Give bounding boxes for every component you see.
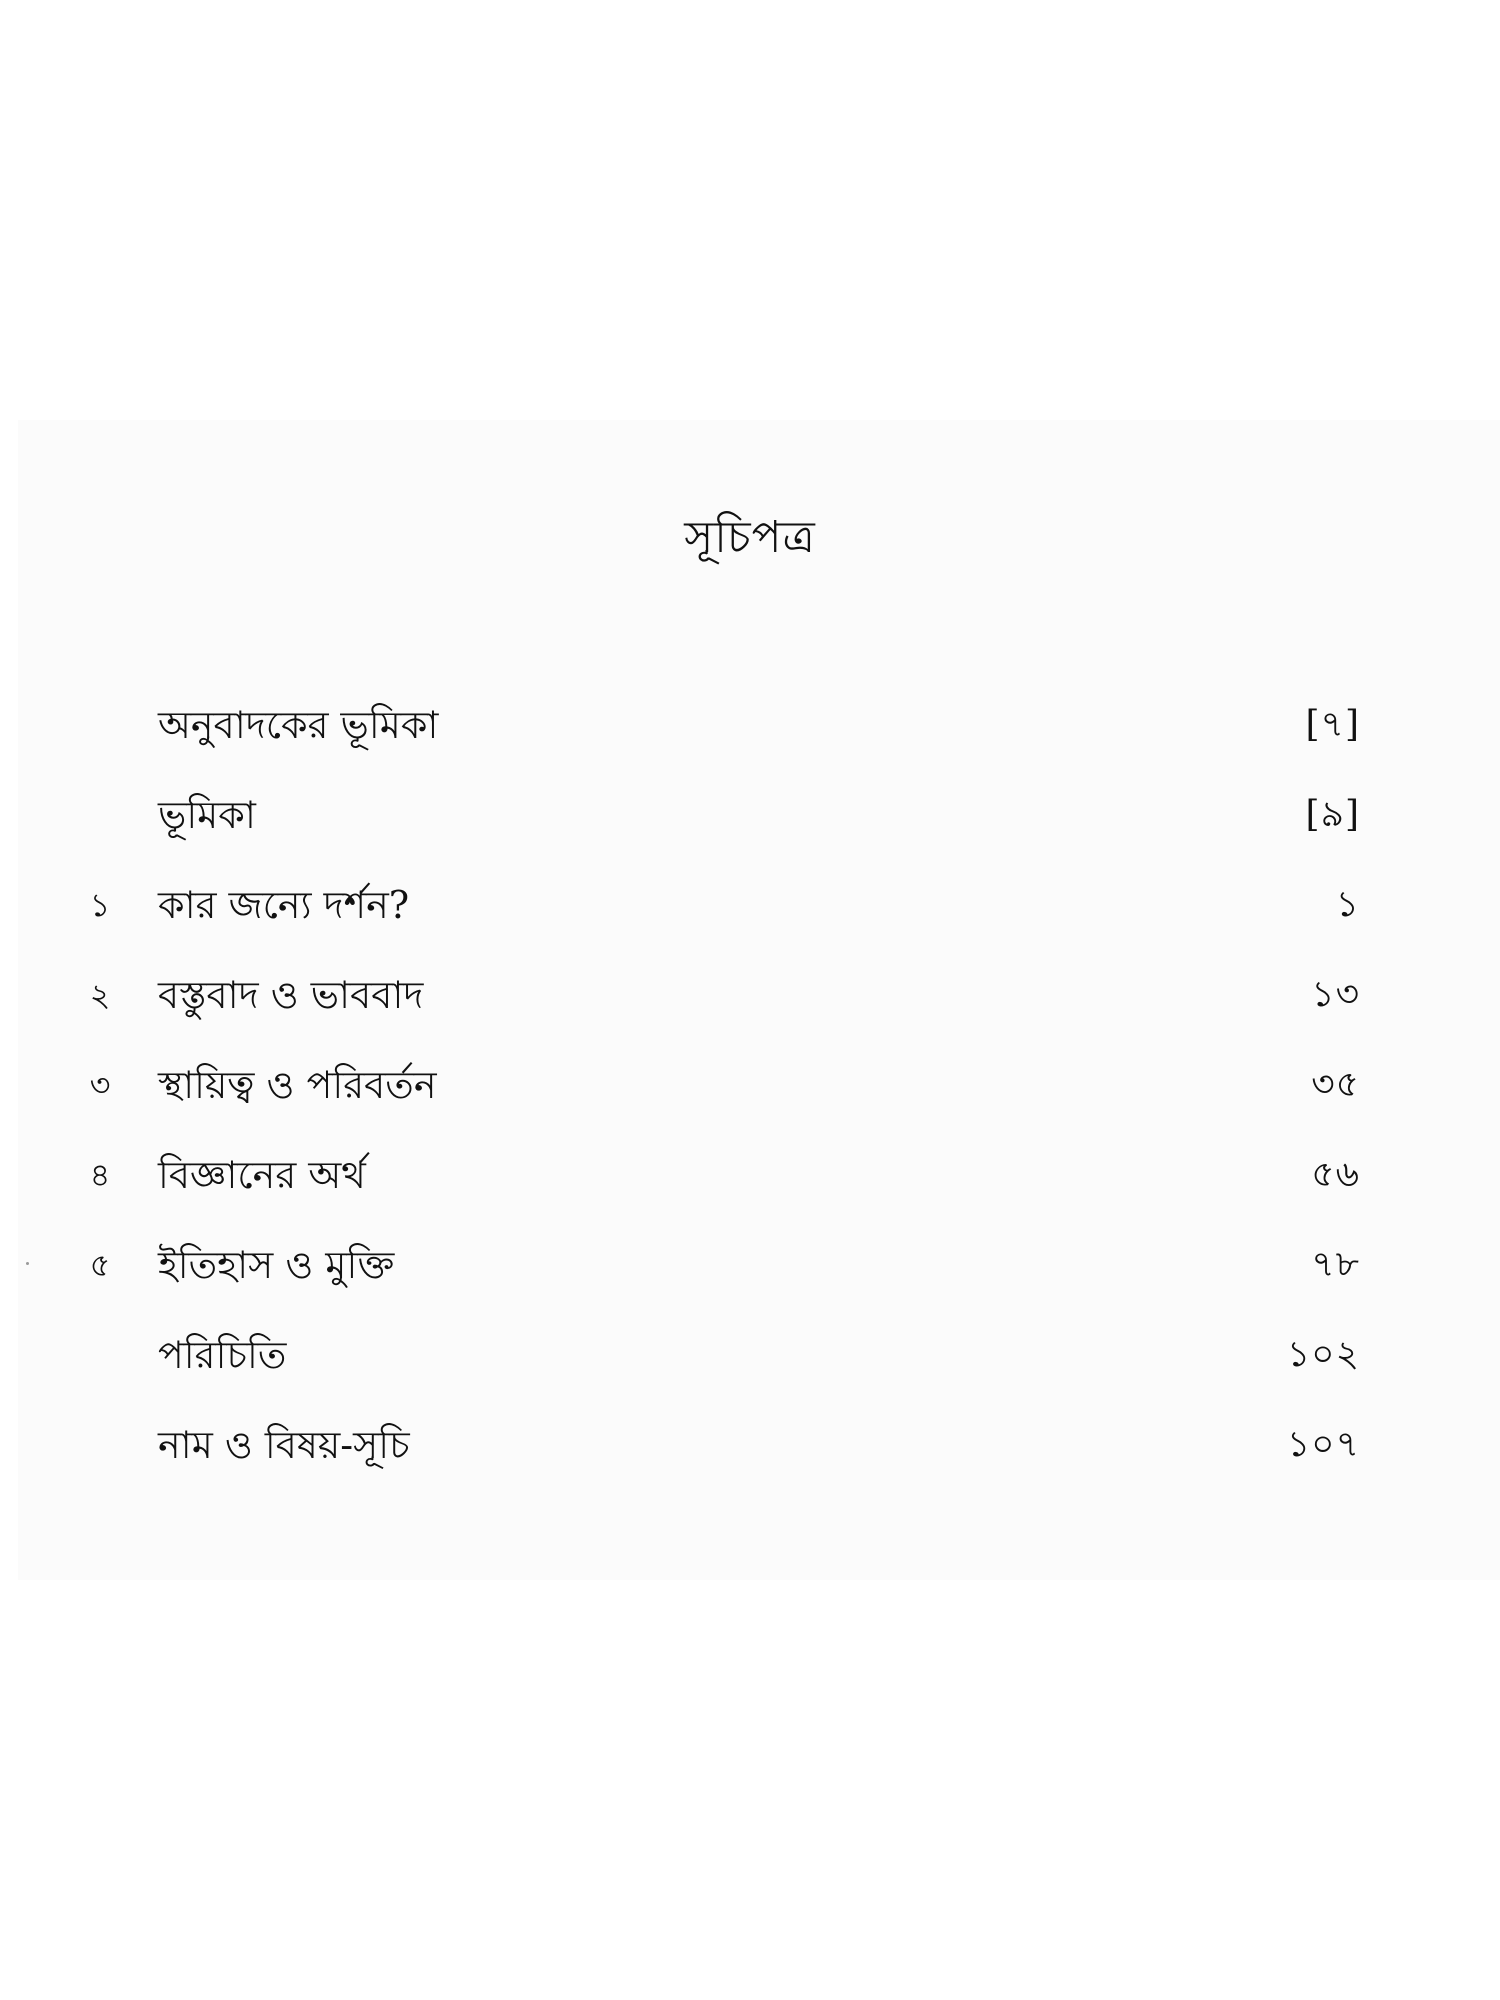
page-number: ৩৫ (1311, 1064, 1360, 1105)
entry-title: ভূমিকা (158, 793, 256, 837)
toc-entry (0, 860, 1500, 950)
table-of-contents (0, 680, 1500, 1490)
chapter-number: ১ (89, 886, 111, 924)
toc-entry (0, 1040, 1500, 1130)
page-number: [৯] (1305, 794, 1360, 835)
toc-entry (0, 950, 1500, 1040)
toc-entry (0, 1220, 1500, 1310)
entry-title: পরিচিতি (158, 1333, 287, 1377)
entry-title: বস্তুবাদ ও ভাববাদ (158, 973, 424, 1017)
chapter-number: ৪ (89, 1156, 111, 1194)
toc-entry (0, 770, 1500, 860)
contents-title: সূচিপত্র (684, 512, 816, 563)
entry-title: ইতিহাস ও মুক্তি (158, 1243, 395, 1287)
entry-title: স্থায়িত্ব ও পরিবর্তন (158, 1063, 437, 1107)
page-number: ৫৬ (1311, 1154, 1360, 1195)
chapter-number: ৫ (89, 1246, 111, 1284)
page-number: ৭৮ (1311, 1244, 1360, 1285)
toc-entry (0, 1400, 1500, 1490)
page-number: ১ (1335, 884, 1360, 925)
chapter-number: ২ (89, 976, 111, 1014)
toc-entry (0, 680, 1500, 770)
entry-title: কার জন্যে দর্শন? (158, 883, 410, 927)
chapter-number: ৩ (89, 1066, 111, 1104)
page-number: ১০৭ (1286, 1424, 1360, 1465)
scan-speck (26, 1262, 29, 1265)
toc-entry (0, 1130, 1500, 1220)
entry-title: নাম ও বিষয়-সূচি (158, 1423, 410, 1467)
page-number: ১৩ (1311, 974, 1360, 1015)
entry-title: বিজ্ঞানের অর্থ (158, 1153, 366, 1197)
page-number: [৭] (1305, 704, 1360, 745)
toc-entry (0, 1310, 1500, 1400)
entry-title: অনুবাদকের ভূমিকা (158, 703, 439, 747)
page-number: ১০২ (1286, 1334, 1360, 1375)
